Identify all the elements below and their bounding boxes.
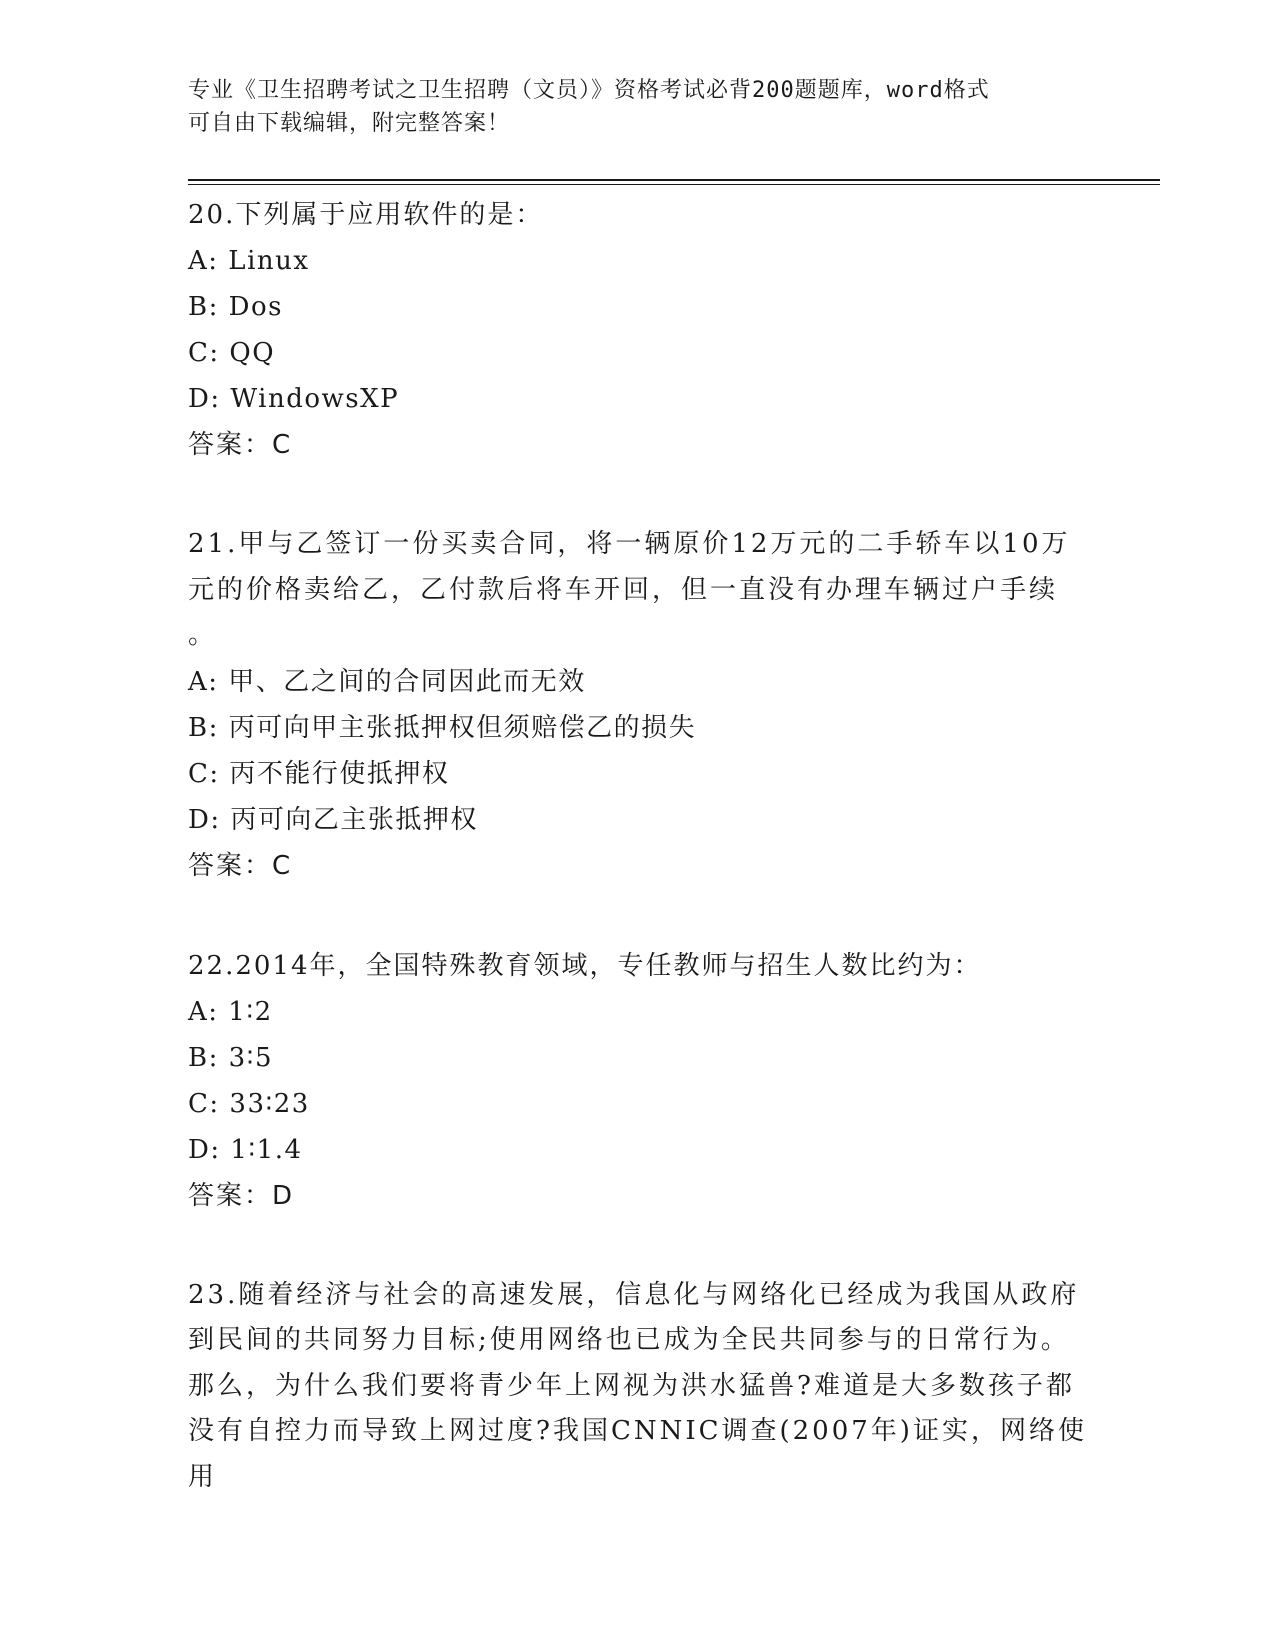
- header-line-1: 专业《卫生招聘考试之卫生招聘（文员）》资格考试必背200题题库，word格式: [188, 78, 990, 103]
- question-stem-line: 没有自控力而导致上网过度?我国CNNIC调查(2007年)证实，网络使用: [188, 1416, 1087, 1492]
- answer-line: 答案：D: [188, 1180, 295, 1211]
- option-a: A: 1∶2: [188, 996, 273, 1027]
- option-c: C: 丙不能行使抵押权: [188, 758, 450, 789]
- question-list: [188, 192, 1088, 1500]
- option-c: C: 33∶23: [188, 1088, 310, 1119]
- question-stem: 22.2014年，全国特殊教育领域，专任教师与招生人数比约为：: [188, 950, 982, 981]
- option-b: B: Dos: [188, 292, 283, 322]
- header-line-2: 可自由下载编辑，附完整答案！: [188, 111, 511, 136]
- question-20: [188, 192, 1088, 468]
- question-stem-line: 到民间的共同努力目标;使用网络也已成为全民共同参与的日常行为。: [188, 1325, 1070, 1355]
- option-d: D: 1∶1.4: [188, 1134, 303, 1165]
- document-header: [188, 74, 1088, 140]
- question-stem: 20.下列属于应用软件的是：: [188, 200, 544, 230]
- question-22: [188, 943, 1088, 1219]
- answer-line: 答案：C: [188, 430, 293, 460]
- question-stem-line: 。: [188, 620, 218, 650]
- option-b: B: 丙可向甲主张抵押权但须赔偿乙的损失: [188, 712, 697, 743]
- option-b: B: 3∶5: [188, 1042, 273, 1073]
- question-stem-line: 那么，为什么我们要将青少年上网视为洪水猛兽?难道是大多数孩子都: [188, 1370, 1075, 1401]
- header-divider-thick: [188, 179, 1160, 181]
- option-c: C: QQ: [188, 338, 276, 368]
- header-divider-thin: [188, 184, 1160, 185]
- question-stem-line: 元的价格卖给乙，乙付款后将车开回，但一直没有办理车辆过户手续: [188, 574, 1059, 605]
- option-a: A: Linux: [188, 246, 310, 276]
- option-a: A: 甲、乙之间的合同因此而无效: [188, 666, 586, 697]
- question-stem-line: 21.甲与乙签订一份买卖合同，将一辆原价12万元的二手轿车以10万: [188, 529, 1071, 559]
- question-stem-line: 23.随着经济与社会的高速发展，信息化与网络化已经成为我国从政府: [188, 1279, 1080, 1310]
- answer-line: 答案：C: [188, 850, 293, 881]
- option-d: D: WindowsXP: [188, 384, 400, 414]
- option-d: D: 丙可向乙主张抵押权: [188, 804, 478, 835]
- question-21: [188, 522, 1088, 889]
- question-23: [188, 1273, 1088, 1501]
